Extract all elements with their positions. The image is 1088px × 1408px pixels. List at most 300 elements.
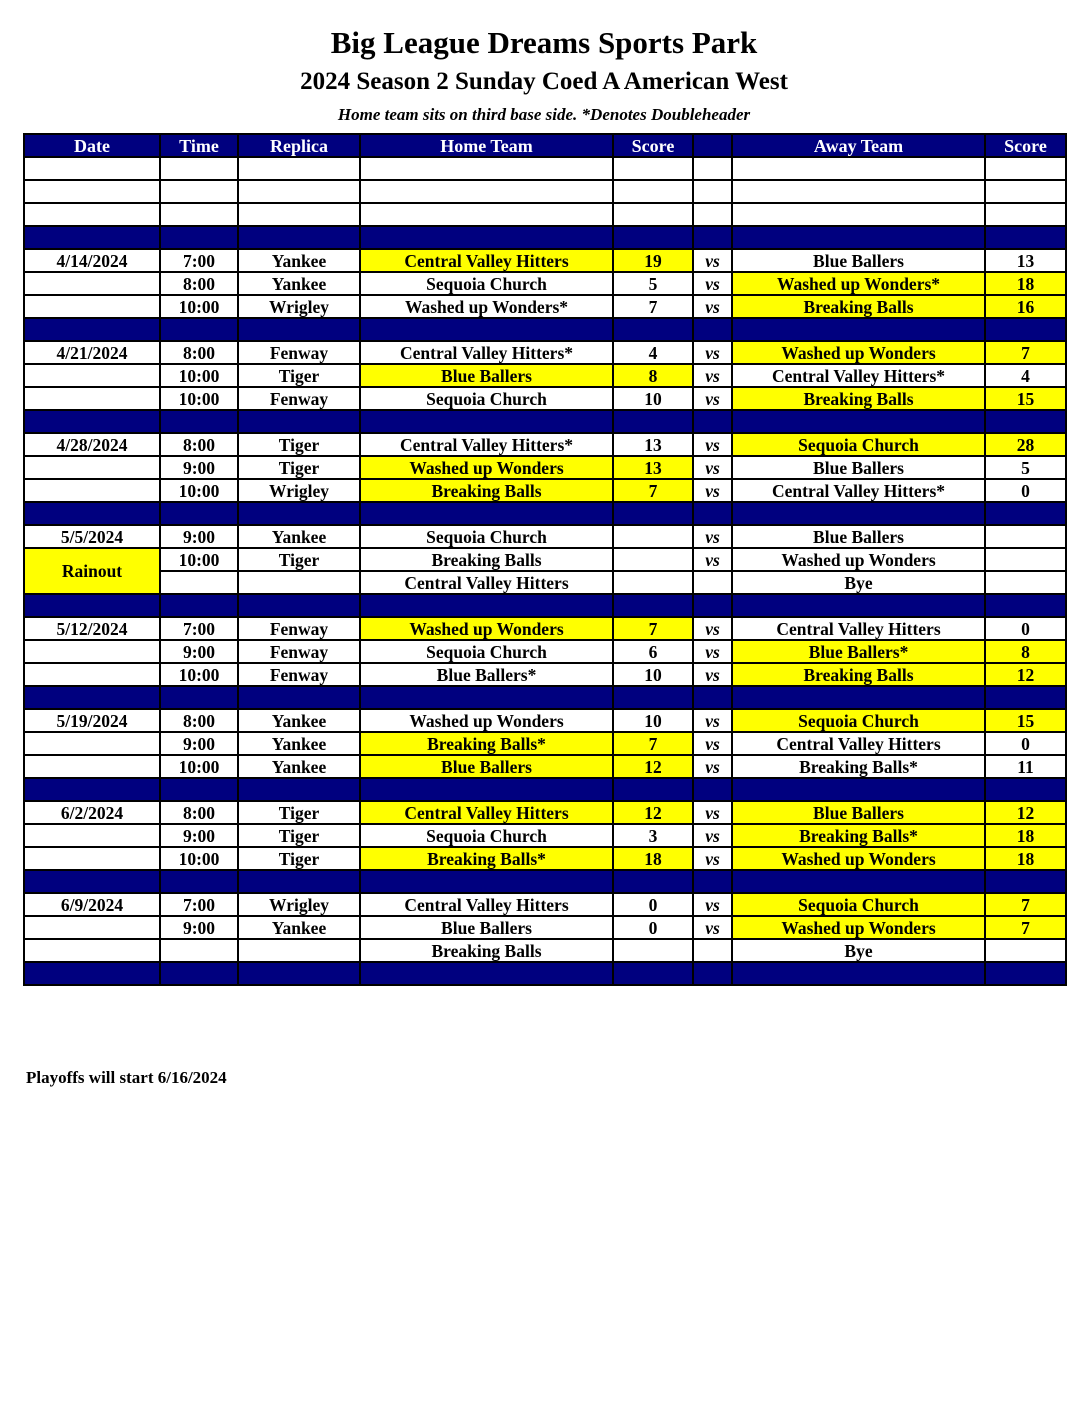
empty-cell [613,686,693,709]
date-cell [24,479,160,502]
away-score-cell: 5 [985,456,1066,479]
empty-cell [985,180,1066,203]
home-score-cell: 0 [613,916,693,939]
week-separator-row [24,502,1066,525]
empty-cell [985,594,1066,617]
time-cell: 10:00 [160,548,238,571]
home-team-cell: Blue Ballers [360,916,613,939]
date-cell [24,916,160,939]
replica-cell [238,939,360,962]
empty-cell [613,226,693,249]
home-team-cell: Sequoia Church [360,272,613,295]
empty-cell [985,157,1066,180]
game-row [24,272,1066,295]
empty-cell [24,594,160,617]
home-score-cell [613,939,693,962]
empty-cell [160,180,238,203]
away-team-cell: Washed up Wonders [732,847,985,870]
home-score-cell [613,525,693,548]
vs-cell: vs [693,295,732,318]
empty-cell [732,870,985,893]
empty-cell [160,226,238,249]
empty-cell [732,180,985,203]
vs-cell [693,571,732,594]
empty-cell [160,318,238,341]
empty-cell [160,502,238,525]
empty-cell [238,318,360,341]
vs-cell: vs [693,824,732,847]
bye-row [24,939,1066,962]
empty-cell [238,226,360,249]
game-row [24,801,1066,824]
game-row [24,732,1066,755]
vs-cell: vs [693,548,732,571]
empty-cell [238,157,360,180]
away-team-cell: Breaking Balls [732,663,985,686]
time-cell: 9:00 [160,640,238,663]
empty-cell [160,962,238,985]
col-header-home-score: Score [613,134,693,157]
game-row [24,709,1066,732]
empty-cell [732,318,985,341]
empty-cell [693,180,732,203]
empty-cell [360,778,613,801]
empty-cell [732,594,985,617]
empty-cell [613,157,693,180]
away-team-cell: Blue Ballers [732,456,985,479]
empty-cell [732,226,985,249]
home-team-cell: Central Valley Hitters* [360,341,613,364]
home-team-cell: Breaking Balls [360,479,613,502]
game-row [24,525,1066,548]
home-score-cell [613,548,693,571]
away-score-cell: 4 [985,364,1066,387]
away-score-cell [985,525,1066,548]
home-score-cell [613,571,693,594]
replica-cell: Wrigley [238,295,360,318]
empty-cell [24,410,160,433]
date-cell [24,824,160,847]
game-row [24,295,1066,318]
home-team-cell: Sequoia Church [360,640,613,663]
game-row [24,364,1066,387]
vs-cell: vs [693,249,732,272]
away-team-cell: Blue Ballers* [732,640,985,663]
date-cell: 6/2/2024 [24,801,160,824]
empty-cell [613,203,693,226]
empty-cell [693,157,732,180]
away-score-cell [985,548,1066,571]
home-team-cell: Washed up Wonders [360,617,613,640]
vs-cell: vs [693,456,732,479]
time-cell: 9:00 [160,732,238,755]
empty-cell [160,410,238,433]
replica-cell: Wrigley [238,479,360,502]
home-score-cell: 4 [613,341,693,364]
home-score-cell: 13 [613,456,693,479]
empty-cell [693,502,732,525]
time-cell: 8:00 [160,272,238,295]
empty-cell [24,180,160,203]
vs-cell: vs [693,341,732,364]
home-team-cell: Sequoia Church [360,387,613,410]
empty-cell [613,318,693,341]
away-team-cell: Breaking Balls* [732,824,985,847]
schedule-note: Home team sits on third base side. *Denotes Doubleheader [337,105,751,124]
vs-cell: vs [693,364,732,387]
time-cell: 7:00 [160,893,238,916]
time-cell: 8:00 [160,709,238,732]
vs-cell: vs [693,893,732,916]
empty-cell [985,962,1066,985]
empty-cell [732,962,985,985]
away-team-cell: Washed up Wonders [732,916,985,939]
empty-cell [160,157,238,180]
week-separator-row [24,226,1066,249]
game-row [24,433,1066,456]
home-team-cell: Breaking Balls [360,939,613,962]
away-team-cell: Bye [732,571,985,594]
home-score-cell: 13 [613,433,693,456]
away-score-cell: 0 [985,617,1066,640]
empty-cell [24,778,160,801]
replica-cell: Fenway [238,640,360,663]
time-cell: 10:00 [160,387,238,410]
home-team-cell: Central Valley Hitters* [360,433,613,456]
time-cell [160,571,238,594]
empty-cell [160,203,238,226]
away-score-cell: 16 [985,295,1066,318]
away-team-cell: Central Valley Hitters* [732,479,985,502]
away-score-cell: 13 [985,249,1066,272]
col-header-vs [693,134,732,157]
away-team-cell: Breaking Balls* [732,755,985,778]
vs-cell: vs [693,732,732,755]
home-score-cell: 12 [613,801,693,824]
empty-cell [613,180,693,203]
away-team-cell: Washed up Wonders [732,548,985,571]
empty-cell [360,686,613,709]
vs-cell: vs [693,479,732,502]
time-cell: 10:00 [160,364,238,387]
away-team-cell: Blue Ballers [732,525,985,548]
time-cell: 8:00 [160,341,238,364]
home-team-cell: Sequoia Church [360,525,613,548]
away-score-cell: 18 [985,824,1066,847]
empty-cell [732,203,985,226]
date-cell [24,295,160,318]
empty-cell [613,502,693,525]
replica-cell: Fenway [238,617,360,640]
time-cell: 10:00 [160,663,238,686]
empty-cell [360,962,613,985]
away-team-cell: Breaking Balls [732,387,985,410]
empty-cell [238,778,360,801]
away-team-cell: Sequoia Church [732,893,985,916]
empty-cell [238,686,360,709]
home-team-cell: Breaking Balls* [360,847,613,870]
vs-cell: vs [693,640,732,663]
game-row [24,548,1066,571]
date-cell: 4/28/2024 [24,433,160,456]
date-cell [24,364,160,387]
time-cell: 10:00 [160,479,238,502]
date-cell: 5/19/2024 [24,709,160,732]
empty-cell [693,686,732,709]
away-score-cell: 0 [985,479,1066,502]
replica-cell: Tiger [238,456,360,479]
col-header-time: Time [160,134,238,157]
away-team-cell: Central Valley Hitters [732,617,985,640]
away-score-cell: 0 [985,732,1066,755]
week-separator-row [24,686,1066,709]
game-row [24,479,1066,502]
game-row [24,916,1066,939]
away-score-cell [985,939,1066,962]
game-row [24,640,1066,663]
empty-cell [24,203,160,226]
replica-cell: Yankee [238,249,360,272]
home-score-cell: 3 [613,824,693,847]
empty-cell [613,778,693,801]
header-row [24,134,1066,157]
replica-cell: Yankee [238,916,360,939]
home-score-cell: 6 [613,640,693,663]
away-team-cell: Sequoia Church [732,709,985,732]
time-cell: 10:00 [160,755,238,778]
game-row [24,824,1066,847]
empty-cell [24,502,160,525]
home-score-cell: 10 [613,663,693,686]
away-score-cell: 8 [985,640,1066,663]
replica-cell: Tiger [238,364,360,387]
game-row [24,847,1066,870]
empty-cell [985,870,1066,893]
away-score-cell: 7 [985,916,1066,939]
away-team-cell: Central Valley Hitters* [732,364,985,387]
empty-cell [693,318,732,341]
home-score-cell: 0 [613,893,693,916]
empty-cell [238,180,360,203]
replica-cell [238,571,360,594]
home-score-cell: 7 [613,617,693,640]
away-score-cell: 7 [985,341,1066,364]
time-cell: 9:00 [160,916,238,939]
away-score-cell: 15 [985,709,1066,732]
vs-cell: vs [693,272,732,295]
week-separator-row [24,962,1066,985]
replica-cell: Fenway [238,387,360,410]
empty-cell [985,226,1066,249]
empty-cell [160,870,238,893]
time-cell: 10:00 [160,295,238,318]
week-separator-row [24,870,1066,893]
col-header-home-team: Home Team [360,134,613,157]
vs-cell: vs [693,387,732,410]
week-separator-row [24,318,1066,341]
replica-cell: Yankee [238,755,360,778]
blank-row [24,180,1066,203]
replica-cell: Fenway [238,663,360,686]
away-team-cell: Sequoia Church [732,433,985,456]
replica-cell: Yankee [238,709,360,732]
time-cell: 10:00 [160,847,238,870]
week-separator-row [24,410,1066,433]
home-team-cell: Breaking Balls [360,548,613,571]
empty-cell [360,226,613,249]
empty-cell [360,203,613,226]
vs-cell: vs [693,663,732,686]
away-score-cell: 12 [985,663,1066,686]
date-cell: 4/14/2024 [24,249,160,272]
empty-cell [732,502,985,525]
empty-cell [238,594,360,617]
home-team-cell: Central Valley Hitters [360,893,613,916]
home-team-cell: Breaking Balls* [360,732,613,755]
empty-cell [732,778,985,801]
date-cell [24,387,160,410]
empty-cell [360,594,613,617]
empty-cell [360,502,613,525]
away-team-cell: Blue Ballers [732,801,985,824]
empty-cell [360,157,613,180]
time-cell: 7:00 [160,617,238,640]
away-score-cell [985,571,1066,594]
date-cell [24,732,160,755]
away-team-cell: Washed up Wonders* [732,272,985,295]
vs-cell: vs [693,433,732,456]
page-title: Big League Dreams Sports Park [330,25,758,60]
date-cell [24,663,160,686]
empty-cell [613,962,693,985]
empty-cell [24,226,160,249]
home-score-cell: 8 [613,364,693,387]
home-team-cell: Central Valley Hitters [360,249,613,272]
date-cell [24,939,160,962]
away-team-cell: Breaking Balls [732,295,985,318]
vs-cell: vs [693,755,732,778]
game-row [24,663,1066,686]
away-score-cell: 28 [985,433,1066,456]
vs-cell: vs [693,801,732,824]
date-cell [24,755,160,778]
away-team-cell: Central Valley Hitters [732,732,985,755]
home-team-cell: Central Valley Hitters [360,801,613,824]
empty-cell [732,686,985,709]
replica-cell: Tiger [238,548,360,571]
col-header-replica: Replica [238,134,360,157]
replica-cell: Wrigley [238,893,360,916]
home-score-cell: 18 [613,847,693,870]
time-cell: 7:00 [160,249,238,272]
replica-cell: Tiger [238,847,360,870]
empty-cell [360,410,613,433]
home-team-cell: Washed up Wonders [360,456,613,479]
empty-cell [238,502,360,525]
date-cell: Rainout [24,548,160,594]
empty-cell [360,318,613,341]
empty-cell [693,870,732,893]
empty-cell [985,778,1066,801]
away-team-cell: Washed up Wonders [732,341,985,364]
blank-row [24,203,1066,226]
page-subtitle: 2024 Season 2 Sunday Coed A American West [300,68,788,95]
date-cell: 5/12/2024 [24,617,160,640]
home-team-cell: Washed up Wonders* [360,295,613,318]
empty-cell [24,686,160,709]
away-score-cell: 15 [985,387,1066,410]
away-team-cell: Blue Ballers [732,249,985,272]
empty-cell [693,410,732,433]
home-score-cell: 7 [613,479,693,502]
empty-cell [238,410,360,433]
empty-cell [24,318,160,341]
away-score-cell: 11 [985,755,1066,778]
game-row [24,249,1066,272]
empty-cell [24,870,160,893]
empty-cell [985,203,1066,226]
away-score-cell: 18 [985,272,1066,295]
week-separator-row [24,594,1066,617]
away-team-cell: Bye [732,939,985,962]
away-score-cell: 18 [985,847,1066,870]
away-score-cell: 7 [985,893,1066,916]
date-cell: 4/21/2024 [24,341,160,364]
date-cell [24,847,160,870]
game-row [24,755,1066,778]
playoffs-note: Playoffs will start 6/16/2024 [26,1068,227,1087]
empty-cell [693,226,732,249]
empty-cell [24,962,160,985]
time-cell: 9:00 [160,824,238,847]
home-score-cell: 19 [613,249,693,272]
empty-cell [985,502,1066,525]
col-header-away-score: Score [985,134,1066,157]
time-cell: 9:00 [160,525,238,548]
col-header-date: Date [24,134,160,157]
replica-cell: Tiger [238,824,360,847]
date-cell [24,456,160,479]
game-row [24,456,1066,479]
empty-cell [160,686,238,709]
vs-cell: vs [693,916,732,939]
home-team-cell: Blue Ballers [360,755,613,778]
game-row [24,341,1066,364]
empty-cell [238,870,360,893]
replica-cell: Yankee [238,732,360,755]
home-team-cell: Blue Ballers* [360,663,613,686]
vs-cell: vs [693,847,732,870]
game-row [24,893,1066,916]
date-cell: 6/9/2024 [24,893,160,916]
home-score-cell: 7 [613,295,693,318]
schedule-table [23,133,1067,986]
vs-cell [693,939,732,962]
game-row [24,387,1066,410]
home-team-cell: Washed up Wonders [360,709,613,732]
date-cell [24,272,160,295]
date-cell: 5/5/2024 [24,525,160,548]
empty-cell [160,778,238,801]
empty-cell [360,180,613,203]
empty-cell [985,318,1066,341]
empty-cell [613,410,693,433]
away-score-cell: 12 [985,801,1066,824]
home-team-cell: Blue Ballers [360,364,613,387]
vs-cell: vs [693,525,732,548]
col-header-away-team: Away Team [732,134,985,157]
replica-cell: Tiger [238,433,360,456]
